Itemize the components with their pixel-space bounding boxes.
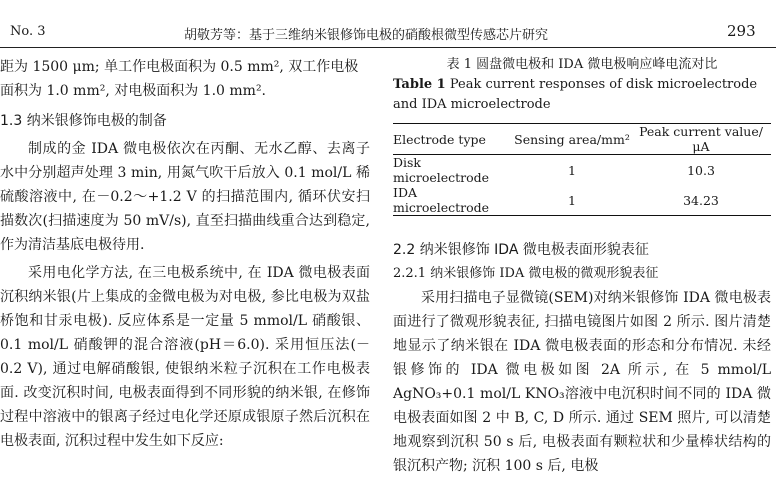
table-cell: 34.23 <box>683 192 719 208</box>
table-cell: Disk microelectrode <box>393 155 490 185</box>
body-paragraph: 采用电化学方法, 在三电极系统中, 在 IDA 微电极表面沉积纳米银(片上集成的金微电极为对电极, 参比电极为双盐桥饱和甘汞电极). 反应体系是一定量 5 mmol/L 硝酸银、0.1 mol/L 硝酸钾的混合溶液(pH＝6.0). 采用恒压法(－0.2 V), 通过电解硝酸银, 使银纳米粒子沉积在工作电极表面. 改变沉积时间, 电极表面得到不同形貌的纳米银, 在修饰过程中溶液中的银离子经过电化学还原成银原子然后沉积在电极表面, 沉积过程中发生如下反应: <box>0 265 370 449</box>
column-header: Electrode type <box>393 131 486 147</box>
peak-current-table <box>393 123 771 216</box>
column-header: Peak current value/μA <box>639 124 763 154</box>
table-cell: IDA microelectrode <box>393 185 490 215</box>
table-caption-zh: 表 1 圆盘微电极和 IDA 微电极响应峰电流对比 <box>446 57 718 72</box>
issue-number: No. 3 <box>10 24 46 39</box>
table-caption-text: Peak current responses of disk microelectrode and IDA microelectrode <box>393 77 758 112</box>
table-row <box>393 185 771 216</box>
right-column <box>393 55 771 478</box>
page-number: 293 <box>727 22 756 40</box>
table-header-row <box>393 124 771 155</box>
section-heading-1-3: 1.3 纳米银修饰电极的制备 <box>0 113 167 129</box>
section-heading-2-2: 2.2 纳米银修饰 IDA 微电极表面形貌表征 <box>393 242 649 258</box>
table-cell: 1 <box>568 162 576 178</box>
table-row <box>393 155 771 186</box>
running-title: 胡敬芳等：基于三维纳米银修饰电极的硝酸根微型传感芯片研究 <box>184 28 549 43</box>
running-header <box>0 0 776 48</box>
subsection-heading-2-2-1: 2.2.1 纳米银修饰 IDA 微电极的微观形貌表征 <box>393 266 659 281</box>
continued-line-2: 面积为 1.0 mm², 对电极面积为 1.0 mm². <box>0 83 267 99</box>
table-label: Table 1 <box>393 77 446 92</box>
column-header: Sensing area/mm² <box>514 131 630 147</box>
continued-line-1: 距为 1500 μm; 单工作电极面积为 0.5 mm², 双工作电极 <box>0 59 359 75</box>
body-paragraph: 制成的金 IDA 微电极依次在丙酮、无水乙醇、去离子水中分别超声处理 3 min, 用氮气吹干后放入 0.1 mol/L 稀硫酸溶液中, 在－0.2～+1.2 V 的扫描范围内, 循环伏安扫描数次(扫描速度为 50 mV/s), 直至扫描曲线重合达到稳定, 作为清洁基底电极待用. <box>0 141 370 253</box>
table-cell: 10.3 <box>687 162 715 178</box>
table-cell: 1 <box>568 192 576 208</box>
table-caption-en <box>393 75 771 115</box>
left-column <box>0 55 370 453</box>
body-paragraph: 采用扫描电子显微镜(SEM)对纳米银修饰 IDA 微电极表面进行了微观形貌表征, 扫描电镜图片如图 2 所示. 图片清楚地显示了纳米银在 IDA 微电极表面的形态和分布情况. 未经银修饰的 IDA 微电极如图 2A 所示, 在 5 mmol/L AgNO₃+0.1 mol/L KNO₃溶液中电沉积时间不同的 IDA 微电极表面如图 2 中 B, C, D 所示. 通过 SEM 照片, 可以清楚地观察到沉积 50 s 后, 电极表面有颗粒状和少量棒状结构的银沉积产物; 沉积 100 s 后, 电极 <box>393 290 771 474</box>
